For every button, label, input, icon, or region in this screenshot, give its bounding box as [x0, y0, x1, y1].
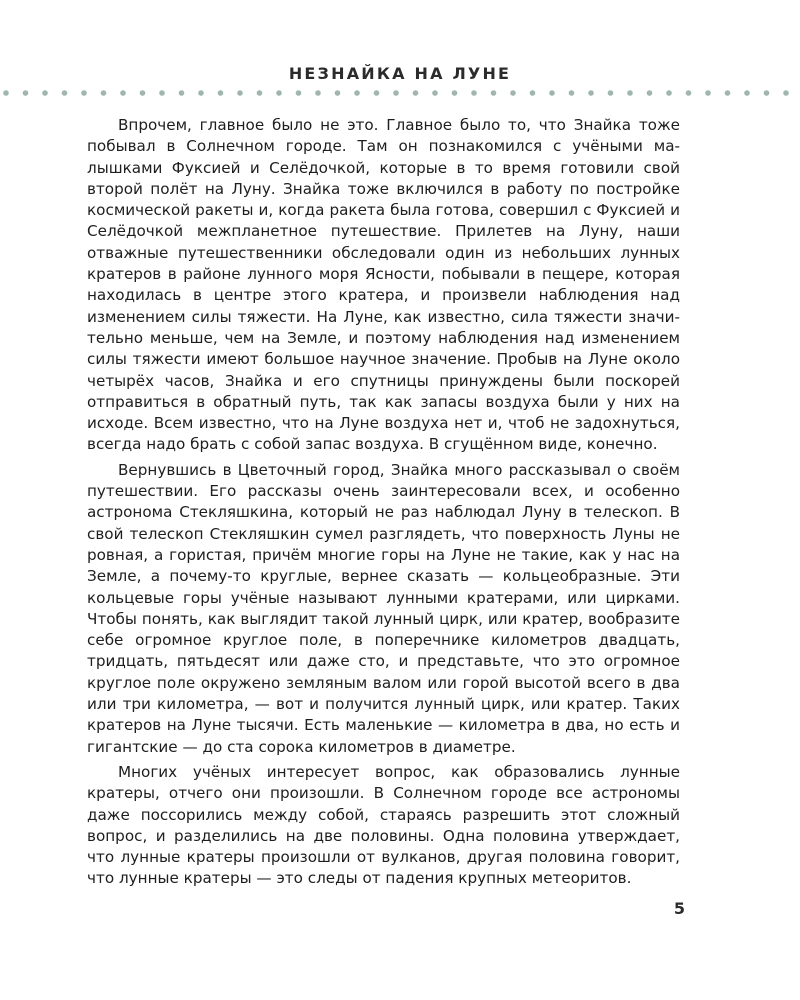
divider-dot [608, 90, 614, 96]
divider-dot [686, 90, 692, 96]
divider-dot [257, 90, 263, 96]
running-header-title: НЕЗНАЙКА НА ЛУНЕ [288, 64, 512, 83]
divider-dot [783, 90, 789, 96]
divider-dot [218, 90, 224, 96]
divider-dot [413, 90, 419, 96]
divider-dot [42, 90, 48, 96]
body-text [87, 115, 680, 894]
divider-dot [432, 90, 438, 96]
divider-dot [549, 90, 555, 96]
divider-dot [23, 90, 29, 96]
divider-dot [296, 90, 302, 96]
divider-dot [744, 90, 750, 96]
divider-dot [452, 90, 458, 96]
divider-dot [588, 90, 594, 96]
paragraph: Многих учёных интересует вопрос, как образовались лунные кратеры, отчего они произошли. В Солнечном городе все астрономы даже поссорились между собой, стараясь разрешить этот сложный вопрос, и разделились на две половины. Одна половина утверждает, что лунные кратеры произошли от вулканов, другая половина говорит, что лунные кратеры — это следы от падения крупных метеоритов. [87, 762, 680, 888]
divider-dot [393, 90, 399, 96]
divider-dot [81, 90, 87, 96]
divider-dot [627, 90, 633, 96]
divider-dot [198, 90, 204, 96]
divider-dot [276, 90, 282, 96]
divider-dot [725, 90, 731, 96]
divider-dot [471, 90, 477, 96]
divider-dot [764, 90, 770, 96]
divider-dot [666, 90, 672, 96]
divider-dot [335, 90, 341, 96]
divider-dot [647, 90, 653, 96]
dotted-divider [0, 89, 800, 97]
divider-dot [374, 90, 380, 96]
divider-dot [101, 90, 107, 96]
divider-dot [120, 90, 126, 96]
divider-dot [179, 90, 185, 96]
divider-dot [159, 90, 165, 96]
paragraph: Вернувшись в Цветочный город, Знайка много рассказывал о своём путешествии. Его рассказы очень заинтересовали всех, и особенно астронома Стекляшкина, который не раз наблюдал Луну в телескоп. В свой телескоп Стекляшкин сумел разглядеть, что поверхность Луны не ровная, а гористая, причём многие горы на Луне не такие, как у нас на Земле, а почему-то круглые, вернее сказать — кольцеобразные. Эти кольцевые горы учёные называют лунными кратерами, или цирками. Чтобы понять, как выглядит такой лунный цирк, или кратер, вообразите себе огромное круглое поле, в поперечнике километров двадцать, тридцать, пятьдесят или даже сто, и представьте, что это огромное круглое поле окружено земляным валом или горой высотой всего в два или три километра, — вот и получится лунный цирк, или кратер. Таких кратеров на Луне тысячи. Есть маленькие — километра в два, но есть и гигантские — до ста сорока километров в диаметре. [87, 460, 680, 756]
divider-dot [705, 90, 711, 96]
divider-dot [530, 90, 536, 96]
divider-dot [140, 90, 146, 96]
divider-dot [3, 90, 9, 96]
divider-dot [491, 90, 497, 96]
divider-dot [354, 90, 360, 96]
divider-dot [62, 90, 68, 96]
paragraph: Впрочем, главное было не это. Главное было то, что Знайка тоже побывал в Солнечном городе. Там он познакомился с учёными малышками Фуксией и Селёдочкой, которые в то время готовили свой второй полёт на Луну. Знайка тоже включился в работу по постройке космической ракеты и, когда ракета была готова, совершил с Фуксией и Селёдочкой межпланетное путешествие. Прилетев на Луну, наши отважные путешественники обследовали один из небольших лунных кратеров в районе лунного моря Ясности, побывали в пещере, которая находилась в центре этого кратера, и произвели наблюдения над изменением силы тяжести. На Луне, как известно, сила тяжести значительно меньше, чем на Земле, и поэтому наблюдения над изменением силы тяжести имеют большое научное значение. Пробыв на Луне около четырёх часов, Знайка и его спутницы принуждены были поскорей отправиться в обратный путь, так как запасы воздуха были у них на исходе. Всем известно, что на Луне воздуха нет и, чтоб не задохнуться, всегда надо брать с собой запас воздуха. В сгущённом виде, конечно. [87, 116, 680, 454]
divider-dot [315, 90, 321, 96]
page-number: 5 [673, 899, 685, 918]
divider-dot [237, 90, 243, 96]
divider-dot [510, 90, 516, 96]
divider-dot [569, 90, 575, 96]
